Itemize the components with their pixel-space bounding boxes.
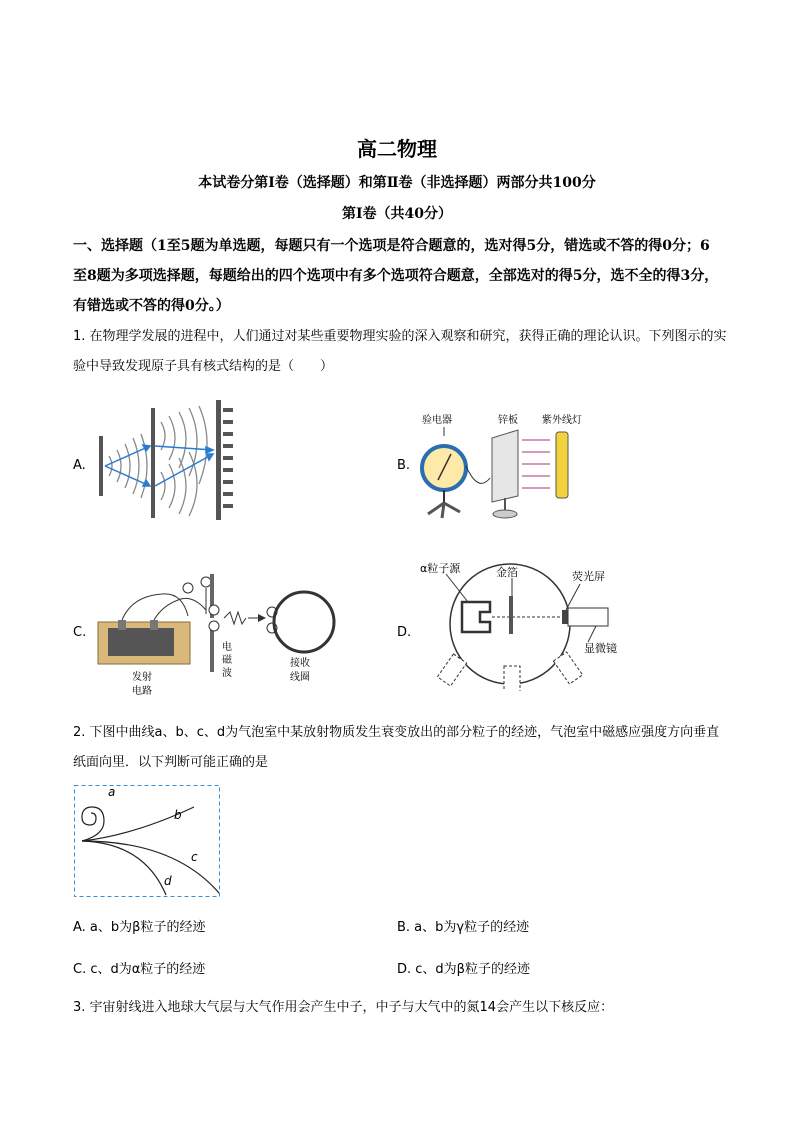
question-2-text: 2. 下图中曲线a、b、c、d为气泡室中某放射物质发生衰变放出的部分粒子的经迹，气泡室中磁感应强度方向垂直纸面向里．以下判断可能正确的是 [73, 725, 720, 770]
gold-foil-label: 金箔 [496, 566, 518, 579]
microscope [568, 608, 608, 626]
screen-plate [216, 400, 221, 520]
em-wave-label-3: 波 [222, 668, 232, 679]
q1-figure-b-photoelectric [418, 408, 593, 523]
q2-option-b[interactable]: B. a、b为γ粒子的经迹 [397, 920, 530, 935]
double-slit-plate [151, 408, 155, 518]
screen-label: 荧光屏 [572, 570, 605, 583]
q1-figure-d-rutherford [420, 556, 630, 691]
track-b-label: b [174, 808, 182, 822]
zinc-plate-label: 锌板 [498, 415, 518, 426]
track-d-label: d [164, 874, 172, 888]
receive-label-2: 线圈 [290, 672, 310, 683]
slit-plate [99, 436, 103, 496]
spark-zigzag [224, 612, 246, 624]
alpha-source [462, 602, 490, 632]
exam-subtitle: 本试卷分第Ⅰ卷（选择题）和第Ⅱ卷（非选择题）两部分共100分 [198, 175, 596, 191]
alpha-source-label: α粒子源 [420, 562, 461, 575]
q1-option-b-label: B. [397, 458, 411, 473]
page-title: 高二物理 [357, 137, 437, 161]
section-heading: 一、选择题（1至5题为单选题，每题只有一个选项是符合题意的，选对得5分，错选或不答的得0分；6至8题为多项选择题，每题给出的四个选项中有多个选项符合题意，全部选对的得5分，选不全的得3分，有错选或不答的得0分。） [73, 238, 719, 314]
q2-option-a[interactable]: A. a、b为β粒子的经迹 [73, 920, 206, 935]
em-wave-label-1: 电 [222, 642, 232, 653]
track-c-label: c [191, 850, 198, 864]
uv-rays [522, 440, 550, 488]
q2-option-d[interactable]: D. c、d为β粒子的经迹 [397, 962, 530, 977]
track-d [82, 841, 166, 895]
q1-option-d-label: D. [397, 625, 412, 640]
transmit-label-2: 电路 [132, 686, 152, 697]
part-title: 第Ⅰ卷（共40分） [341, 206, 453, 222]
em-wave-label-2: 磁 [222, 655, 232, 666]
transmit-label-1: 发射 [132, 672, 152, 683]
zinc-plate [492, 430, 518, 502]
track-a-label: a [108, 785, 116, 799]
fringe-marks [223, 408, 233, 508]
question-3-text: 3. 宇宙射线进入地球大气层与大气作用会产生中子，中子与大气中的氮14会产生以下核反应： [73, 1000, 614, 1015]
electroscope-label: 验电器 [422, 415, 452, 426]
receiving-coil [274, 592, 334, 652]
uv-lamp [556, 432, 568, 498]
q1-figure-a-double-slit [95, 398, 245, 523]
q2-bubble-chamber-figure [74, 785, 220, 897]
q1-option-a-label: A. [73, 458, 86, 473]
gold-foil [509, 596, 513, 634]
wavefronts [109, 406, 207, 516]
electroscope-stand [428, 503, 460, 518]
receive-label-1: 接收 [290, 658, 310, 669]
detector-positions [437, 652, 582, 691]
question-1-text: 1. 在物理学发展的进程中，人们通过对某些重要物理实验的深入观察和研究，获得正确的理论认识。下列图示的实验中导致发现原子具有核式结构的是（ ） [73, 329, 727, 374]
q1-option-c-label: C. [73, 625, 87, 640]
uv-lamp-label: 紫外线灯 [542, 415, 582, 426]
q1-figure-c-hertz [92, 566, 347, 706]
track-c [82, 841, 219, 893]
q2-option-c[interactable]: C. c、d为α粒子的经迹 [73, 962, 206, 977]
track-a [82, 807, 104, 841]
microscope-label: 显微镜 [584, 642, 617, 655]
induction-coil [108, 628, 174, 656]
